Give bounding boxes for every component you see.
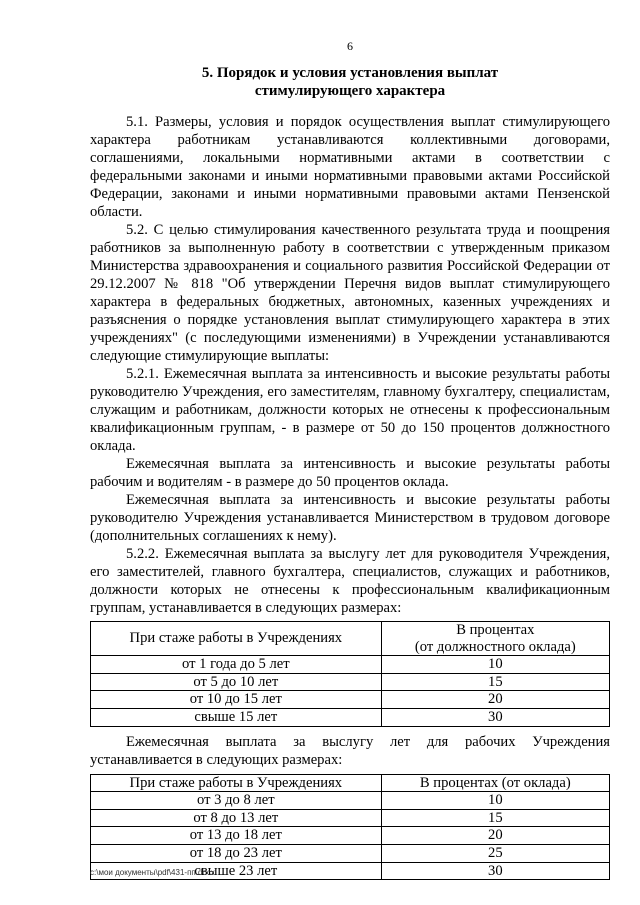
table-header-cell	[381, 622, 609, 656]
paragraph-director: Ежемесячная выплата за интенсивность и высокие результаты работы руководителю Учреждения устанавливается Министерством в трудовом договоре (дополнительных соглашениях к нему).	[90, 492, 610, 544]
table-cell-percent: 20	[381, 691, 609, 709]
seniority-table-workers	[90, 774, 610, 881]
table-header-line: (от должностного оклада)	[414, 638, 576, 655]
table-cell-percent: 20	[381, 827, 609, 845]
section-heading-line1: 5. Порядок и условия установления выплат	[201, 65, 499, 81]
table-cell-period: от 3 до 8 лет	[91, 792, 382, 810]
table-row	[91, 656, 610, 674]
table-header-row	[91, 774, 610, 792]
section-heading-line2: стимулирующего характера	[254, 83, 446, 99]
table-row	[91, 809, 610, 827]
page-number: 6	[347, 39, 353, 53]
table-header-cell: При стаже работы в Учреждениях	[91, 622, 382, 656]
table-cell-percent: 10	[381, 792, 609, 810]
paragraph-5-2-1: 5.2.1. Ежемесячная выплата за интенсивность и высокие результаты работы руководителю Учреждения, его заместителям, главному бухгалтеру, специалистам, служащим и работникам, должности которых не отнесены к профессиональным квалификационным группам, - в размере от 50 до 150 процентов должностного оклада.	[90, 366, 610, 454]
paragraph-5-1: 5.1. Размеры, условия и порядок осуществления выплат стимулирующего характера работникам устанавливаются коллективными договорами, соглашениями, локальными нормативными актами в соответствии с федеральными законами и иными нормативными правовыми актами Российской Федерации, законами и иными нормативными правовыми актами Пензенской области.	[90, 114, 610, 220]
seniority-table-staff	[90, 621, 610, 727]
table-cell-period: свыше 15 лет	[91, 708, 382, 726]
file-path-footer: c:\мои документы\pdf\431-пп.docx	[90, 868, 215, 877]
table-cell-period: от 5 до 10 лет	[91, 673, 382, 691]
paragraph-5-2-2: 5.2.2. Ежемесячная выплата за выслугу лет для руководителя Учреждения, его заместителей, главного бухгалтера, специалистов, служащих и работников, должности которых не отнесены к профессиональным квалификационным группам, устанавливается в следующих размерах:	[90, 546, 610, 616]
table-row	[91, 673, 610, 691]
table-cell-percent: 25	[381, 844, 609, 862]
table-cell-period: от 1 года до 5 лет	[91, 656, 382, 674]
table-cell-period: от 8 до 13 лет	[91, 809, 382, 827]
paragraph-workers: Ежемесячная выплата за интенсивность и высокие результаты работы рабочим и водителям - в размере до 50 процентов оклада.	[90, 456, 610, 490]
table-header-cell: При стаже работы в Учреждениях	[91, 774, 382, 792]
table-cell-percent: 15	[381, 673, 609, 691]
table-cell-percent: 10	[381, 656, 609, 674]
table-header-row	[91, 622, 610, 656]
table-row	[91, 708, 610, 726]
table-header-cell: В процентах (от оклада)	[381, 774, 609, 792]
table-cell-percent: 15	[381, 809, 609, 827]
table-cell-percent: 30	[381, 862, 609, 880]
table-header-line: В процентах	[456, 622, 535, 638]
table-cell-period: от 10 до 15 лет	[91, 691, 382, 709]
table-cell-period: от 13 до 18 лет	[91, 827, 382, 845]
paragraph-5-2: 5.2. С целью стимулирования качественного результата труда и поощрения работников за выполненную работу в соответствии с утвержденным приказом Министерства здравоохранения и социального развития Российской Федерации от 29.12.2007 № 818 "Об утверждении Перечня видов выплат стимулирующего характера в федеральных бюджетных, автономных, казенных учреждениях и разъяснения о порядке установления выплат стимулирующего характера в этих учреждениях" (с последующими изменениями) в Учреждении устанавливаются следующие стимулирующие выплаты:	[90, 222, 610, 364]
table-row	[91, 827, 610, 845]
table-cell-percent: 30	[381, 708, 609, 726]
section-heading	[90, 64, 610, 100]
table-cell-period: свыше 23 лет	[91, 862, 382, 880]
table-row	[91, 844, 610, 862]
table-row	[91, 691, 610, 709]
document-body	[90, 113, 610, 880]
table-cell-period: от 18 до 23 лет	[91, 844, 382, 862]
paragraph-workers-seniority: Ежемесячная выплата за выслугу лет для рабочих Учреждения устанавливается в следующих размерах:	[90, 733, 610, 768]
table-row	[91, 792, 610, 810]
